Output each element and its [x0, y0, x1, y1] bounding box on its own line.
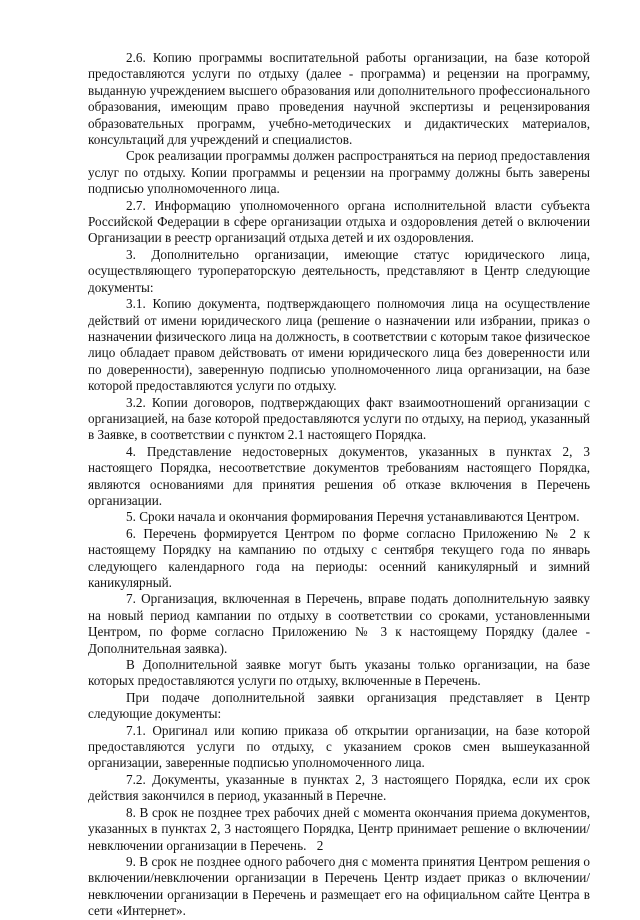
paragraph-7-2: 7.2. Документы, указанные в пунктах 2, 3 настоящего Порядка, если их срок действия закончился в период, указанный в Перечне. — [88, 771, 590, 804]
paragraph-7: 7. Организация, включенная в Перечень, вправе подать дополнительную заявку на новый период кампании по отдыху в соответствии со сроками, установленными Центром, по форме согласно Приложению № 3 к настоящему Порядку (далее - Дополнительная заявка). — [88, 591, 590, 656]
paragraph-additional-request: В Дополнительной заявке могут быть указаны только организации, на базе которых предоставляются услуги по отдыху, включенные в Перечень. — [88, 657, 590, 689]
paragraph-6: 6. Перечень формируется Центром по форме согласно Приложению № 2 к настоящему Порядку на кампанию по отдыху с сентября текущего года по январь следующего календарного года на периоды: осенний каникулярный и зимний каникулярный. — [88, 525, 590, 590]
paragraph-3: 3. Дополнительно организации, имеющие статус юридического лица, осуществляющего туроператорскую деятельность, представляют в Центр следующие документы: — [88, 246, 590, 295]
paragraph-7-1: 7.1. Оригинал или копию приказа об открытии организации, на базе которой предоставляются услуги по отдыху, с указанием сроков смен вышеуказанной организации, заверенные подписью уполномоченного лица. — [88, 722, 590, 771]
paragraph-submission: При подаче дополнительной заявки организация представляет в Центр следующие документы: — [88, 689, 590, 722]
page-number: 2 — [316, 838, 324, 853]
paragraph-8: 8. В срок не позднее трех рабочих дней с момента окончания приема документов, указанных в пунктах 2, 3 настоящего Порядка, Центр принимает решение о включении/невключении организации в Перечень. — [88, 804, 590, 853]
paragraph-3-1: 3.1. Копию документа, подтверждающего полномочия лица на осуществление действий от имени юридического лица (решение о назначении или избрании, приказ о назначении физического лица на должность, в соответствии с которым такое физическое лицо обладает правом действовать от имени юридического лица без доверенности или по доверенности), заверенную подписью уполномоченного лица организации, на базе которой предоставляются услуги по отдыху. — [88, 296, 590, 394]
paragraph-2-6: 2.6. Копию программы воспитательной работы организации, на базе которой предоставляются услуги по отдыху (далее - программа) и рецензии на программу, выданную учреждением высшего образования или дополнительного профессионального образования, имеющим право проведения научной экспертизы и рецензирования образовательных программ, учебно-методических и дидактических материалов, консультаций для учреждений и специалистов. — [88, 50, 590, 148]
paragraph-5: 5. Сроки начала и окончания формирования Перечня устанавливаются Центром. — [126, 509, 580, 525]
document-page — [88, 50, 590, 920]
paragraph-4: 4. Представление недостоверных документов, указанных в пунктах 2, 3 настоящего Порядка, несоответствие документов требованиям настоящего Порядка, являются основаниями для принятия решения об отказе включения в Перечень организации. — [88, 443, 590, 508]
paragraph-9: 9. В срок не позднее одного рабочего дня с момента принятия Центром решения о включении/невключении организации в Перечень Центр издает приказ о включении/невключении организации в Перечень и размещает его на официальном сайте Центра в сети «Интернет». — [88, 853, 590, 919]
paragraph-2-7: 2.7. Информацию уполномоченного органа исполнительной власти субъекта Российской Федерации в сфере организации отдыха и оздоровления детей о включении Организации в реестр организаций отдыха детей и их оздоровления. — [88, 197, 590, 246]
paragraph-3-2: 3.2. Копии договоров, подтверждающих факт взаимоотношений организации с организацией, на базе которой предоставляются услуги по отдыху, на период, указанный в Заявке, в соответствии с пунктом 2.1 настоящего Порядка. — [88, 394, 590, 443]
paragraph-program-term: Срок реализации программы должен распространяться на период предоставления услуг по отдыху. Копии программы и рецензии на программу должны быть заверены подписью уполномоченного лица. — [88, 148, 590, 197]
